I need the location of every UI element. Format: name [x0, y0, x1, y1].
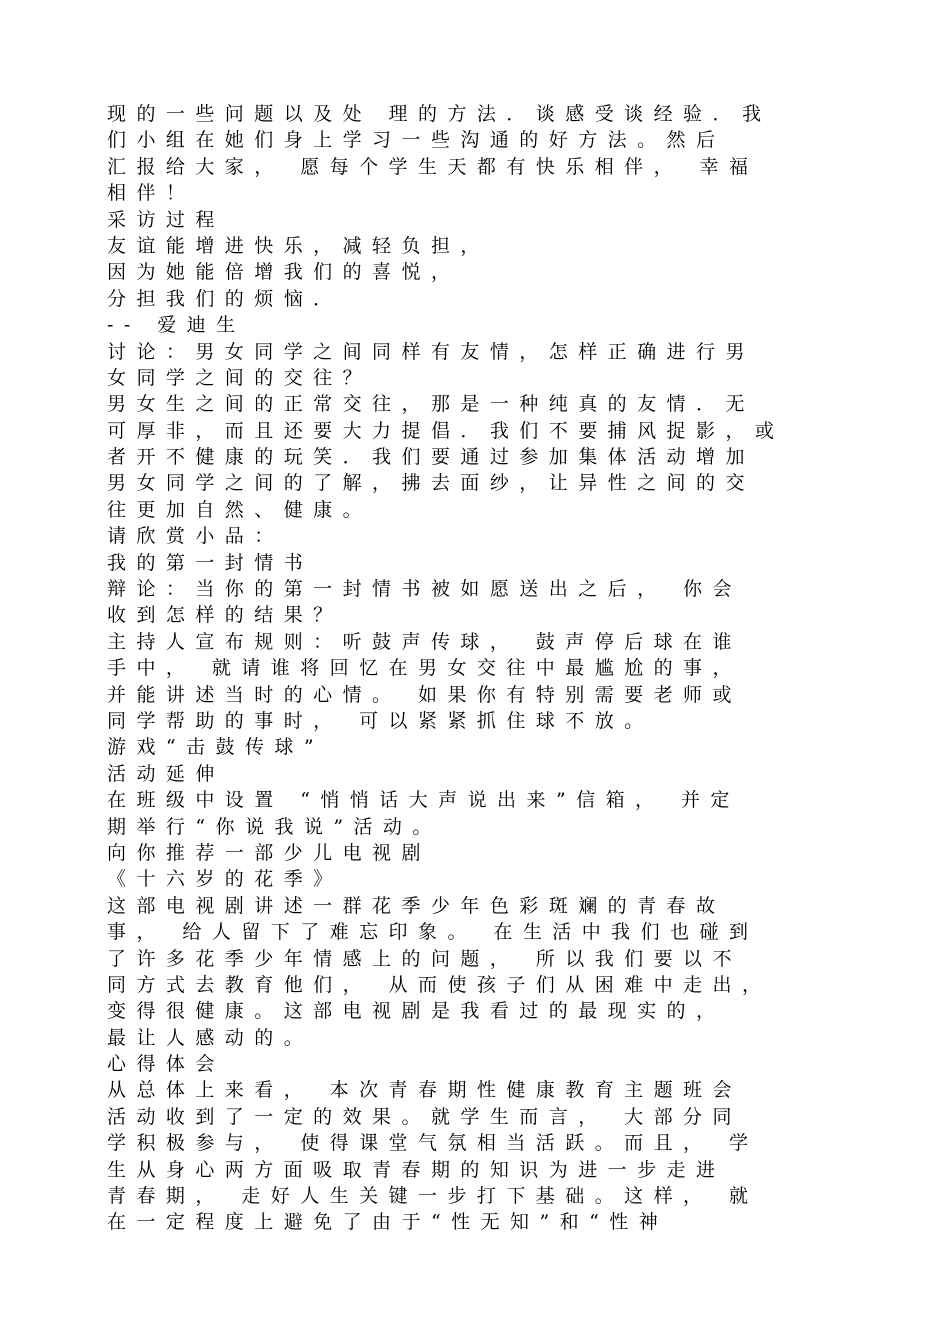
section-heading: 心得体会	[107, 1053, 225, 1076]
text-line: 了许多花季少年情感上的问题， 所以我们要以不	[107, 947, 742, 970]
document-body	[107, 101, 837, 1236]
text-line: 女同学之间的交往？	[107, 366, 373, 389]
text-line: 相伴！	[107, 182, 196, 205]
section-heading: 向你推荐一部少儿电视剧	[107, 841, 431, 864]
text-line: 从总体上来看， 本次青春期性健康教育主题班会	[107, 1079, 742, 1102]
quote-attribution: -- 爱迪生	[107, 314, 246, 337]
text-line: 汇报给大家， 愿每个学生天都有快乐相伴， 幸福	[107, 155, 759, 178]
text-line: 请欣赏小品：	[107, 525, 284, 548]
text-line: 事， 给人留下了难忘印象。 在生活中我们也碰到	[107, 921, 759, 944]
quote-line: 分担我们的烦恼．	[107, 287, 343, 310]
text-line: 主持人宣布规则：听鼓声传球， 鼓声停后球在谁	[107, 630, 742, 653]
section-heading: 游戏“击鼓传球”	[107, 736, 325, 759]
text-line: 往更加自然、健康。	[107, 498, 373, 521]
text-line: 这部电视剧讲述一群花季少年色彩斑斓的青春故	[107, 894, 726, 917]
text-line: 收到怎样的结果？	[107, 604, 343, 627]
text-line: 现的一些问题以及处 理的方法．谈感受谈经验．我	[107, 103, 772, 125]
text-line: 男女生之间的正常交往，那是一种纯真的友情．无	[107, 393, 755, 416]
text-line: 青春期， 走好人生关键一步打下基础。这样， 就	[107, 1185, 759, 1208]
text-line: 手中， 就请谁将回忆在男女交往中最尴尬的事，	[107, 657, 742, 680]
title-line: 《十六岁的花季》	[107, 868, 343, 891]
text-line: 辩论：当你的第一封情书被如愿送出之后， 你会	[107, 578, 742, 601]
section-heading: 采访过程	[107, 208, 225, 231]
text-line: 活动收到了一定的效果。就学生而言， 大部分同	[107, 1105, 742, 1128]
text-line: 并能讲述当时的心情。 如果你有特别需要老师或	[107, 683, 742, 706]
text-line: 讨论：男女同学之间同样有友情，怎样正确进行男	[107, 340, 755, 363]
section-heading: 活动延伸	[107, 762, 225, 785]
text-line: 最让人感动的。	[107, 1026, 314, 1049]
quote-line: 因为她能倍增我们的喜悦，	[107, 261, 461, 284]
text-line: 同方式去教育他们， 从而使孩子们从困难中走出，	[107, 973, 772, 996]
text-line: 期举行“你说我说”活动。	[107, 815, 442, 838]
text-line: 可厚非，而且还要大力提倡．我们不要捕风捉影，或	[107, 419, 785, 442]
text-line: 学积极参与， 使得课堂气氛相当活跃。而且， 学	[107, 1132, 759, 1155]
text-line: 同学帮助的事时， 可以紧紧抓住球不放。	[107, 709, 654, 732]
text-line: 在一定程度上避免了由于“性无知”和“性神	[107, 1211, 669, 1234]
quote-line: 友谊能增进快乐，减轻负担，	[107, 234, 490, 257]
text-line: 们小组在她们身上学习一些沟通的好方法。然后	[107, 129, 726, 152]
text-line: 男女同学之间的了解，拂去面纱，让异性之间的交	[107, 472, 755, 495]
section-heading: 我的第一封情书	[107, 551, 314, 574]
text-line: 生从身心两方面吸取青春期的知识为进一步走进	[107, 1158, 726, 1181]
text-line: 变得很健康。这部电视剧是我看过的最现实的，	[107, 1000, 726, 1023]
text-line: 在班级中设置 “悄悄话大声说出来”信箱， 并定	[107, 789, 740, 812]
text-line: 者开不健康的玩笑．我们要通过参加集体活动增加	[107, 446, 755, 469]
